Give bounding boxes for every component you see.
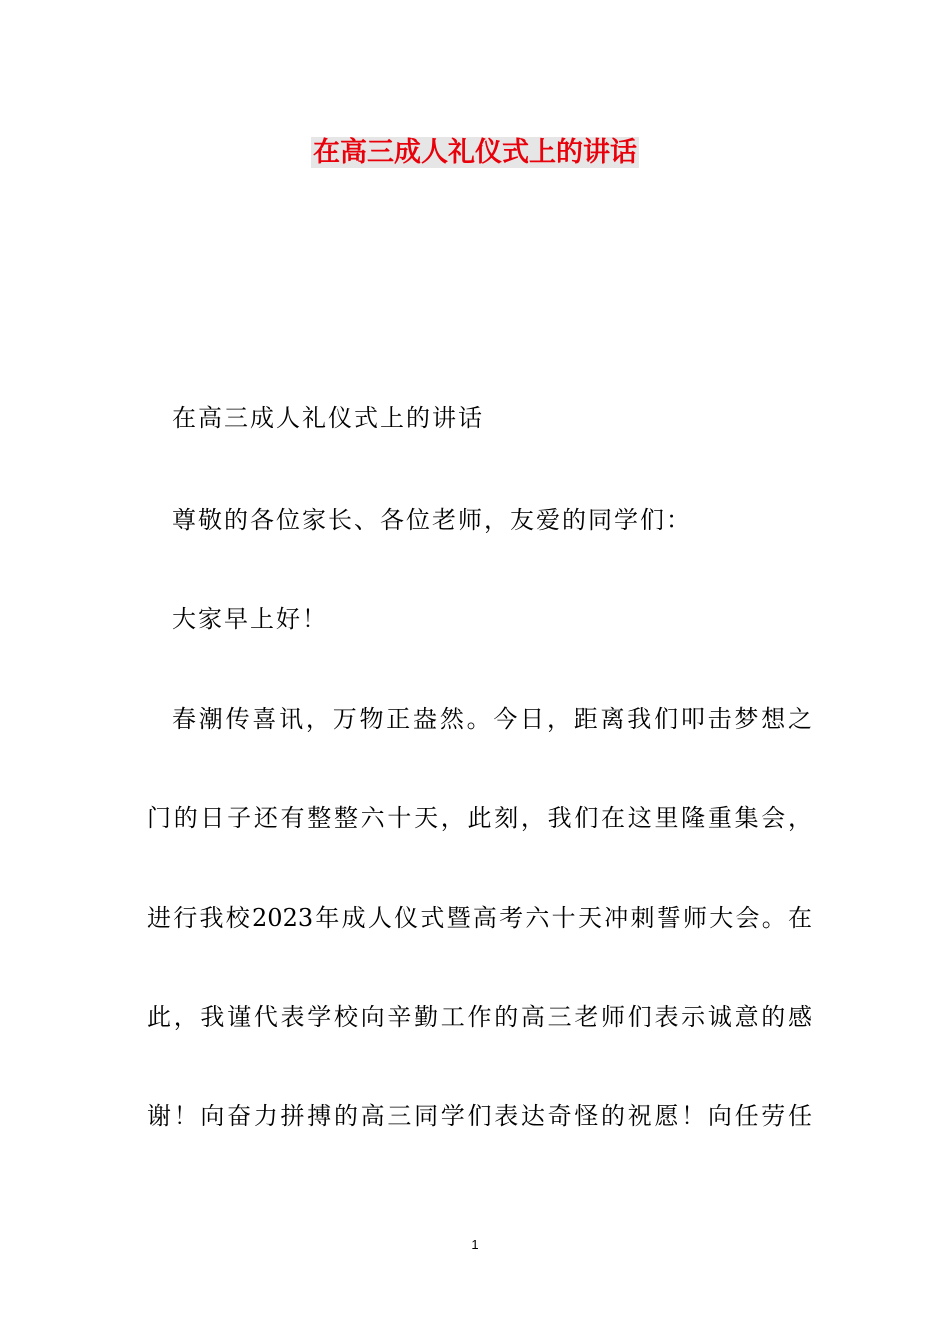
- paragraph-line: 进行我校2023年成人仪式暨高考六十天冲刺誓师大会。在: [147, 904, 812, 932]
- page-title: [0, 130, 950, 173]
- page-title-text: 在高三成人礼仪式上的讲话: [313, 137, 637, 168]
- salutation: 尊敬的各位家长、各位老师，友爱的同学们：: [172, 506, 692, 534]
- paragraph-line: 春潮传喜讯，万物正盎然。今日，距离我们叩击梦想之: [172, 705, 812, 733]
- greeting: 大家早上好！: [172, 605, 328, 633]
- paragraph-line: 谢！向奋力拼搏的高三同学们表达奇怪的祝愿！向任劳任: [147, 1102, 812, 1130]
- page-number: 1: [471, 1237, 479, 1252]
- document-subtitle: 在高三成人礼仪式上的讲话: [172, 404, 484, 432]
- paragraph-line: 门的日子还有整整六十天，此刻，我们在这里隆重集会，: [147, 804, 812, 832]
- paragraph-line: 此，我谨代表学校向辛勤工作的高三老师们表示诚意的感: [147, 1003, 812, 1031]
